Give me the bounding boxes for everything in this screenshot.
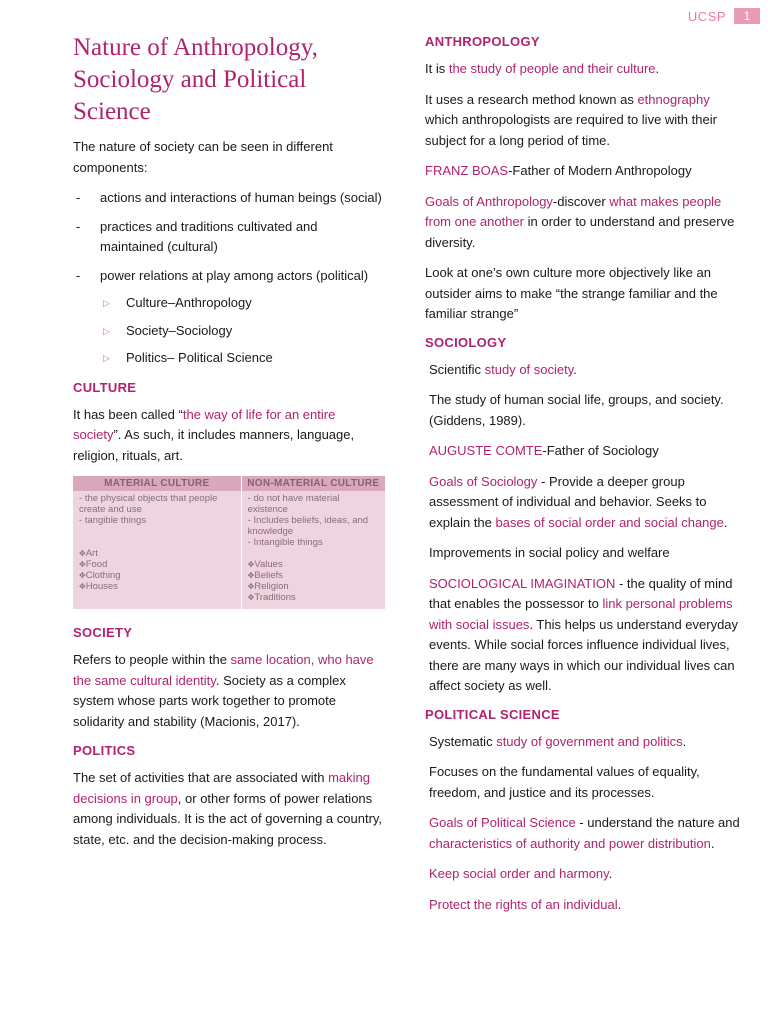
left-column — [73, 32, 383, 850]
anthropology-outsider: Look at one’s own culture more objectively like an outsider aims to make “the strange familiar and the familiar strange” — [425, 265, 718, 321]
sociology-body — [425, 360, 740, 697]
political-science-definition: Systematic study of government and politics. — [429, 733, 687, 749]
politics-heading: POLITICS — [73, 743, 136, 758]
sociology-improvements: Improvements in social policy and welfare — [429, 545, 670, 560]
diamond-bullet-icon: ✥ — [79, 571, 86, 580]
society-heading: SOCIETY — [73, 625, 133, 640]
material-culture-cell: - the physical objects that people create and use - tangible things ✥Art ✥Food ✥Clothing ✥Houses — [73, 491, 241, 609]
sociology-definition: Scientific study of society. — [429, 361, 577, 377]
political-science-rights: Protect the rights of an individual. — [429, 896, 622, 912]
list-item: - practices and traditions cultivated and maintained (cultural) — [76, 218, 318, 254]
list-item: ▷ Culture–Anthropology — [100, 293, 383, 314]
triangle-bullet-icon: ▷ — [103, 353, 110, 363]
material-culture-header: MATERIAL CULTURE — [73, 476, 241, 491]
culture-heading: CULTURE — [73, 379, 137, 395]
diamond-bullet-icon: ✥ — [247, 582, 255, 591]
culture-paragraph: It has been called “the way of life for an entire society”. As such, it includes manners, language, religion, rituals, art. — [73, 406, 355, 463]
triangle-bullet-icon: ▷ — [103, 298, 110, 308]
political-science-body — [425, 732, 740, 916]
political-science-focus: Focuses on the fundamental values of equality, freedom, and justice and its processes. — [429, 764, 700, 800]
components-list — [73, 188, 383, 286]
list-item: - power relations at play among actors (political) — [73, 266, 383, 287]
intro-paragraph: The nature of society can be seen in different components: — [73, 139, 333, 175]
diamond-bullet-icon: ✥ — [79, 560, 86, 569]
anthropology-method: It uses a research method known as ethnography which anthropologists are required to live with their subject for a long period of time. — [425, 91, 717, 148]
anthropology-heading: ANTHROPOLOGY — [425, 34, 540, 49]
diamond-bullet-icon: ✥ — [247, 560, 255, 569]
anthropology-definition: It is the study of people and their culture. — [425, 61, 660, 76]
politics-paragraph: The set of activities that are associated with making decisions in group, or other forms of power relations among individuals. It is the act of governing a country, state, etc. and the decision-making process. — [73, 770, 383, 847]
sociology-father: AUGUSTE COMTE-Father of Sociology — [429, 443, 659, 458]
non-material-culture-header: NON-MATERIAL CULTURE — [241, 476, 385, 491]
society-paragraph: Refers to people within the same location, who have the same cultural identity. Society as a complex system whose parts work together to promote solidarity and stability (Macionis, 2017). — [73, 652, 374, 729]
diamond-bullet-icon: ✥ — [79, 582, 86, 591]
sociological-imagination: SOCIOLOGICAL IMAGINATION - the quality of mind that enables the possessor to link personal problems with social issues. This helps us understand everyday events. While social forces influence individual lives, there are many ways in which our individual lives can affect society as well. — [429, 575, 739, 693]
list-item: ▷ Society–Sociology — [100, 321, 383, 342]
disciplines-list — [73, 293, 383, 369]
list-item: ▷ Politics– Political Science — [100, 348, 383, 369]
political-science-order: Keep social order and harmony. — [429, 866, 613, 881]
diamond-bullet-icon: ✥ — [247, 593, 255, 602]
page-header — [688, 8, 760, 24]
page-number-badge: 1 — [734, 8, 760, 24]
sociology-heading: SOCIOLOGY — [425, 334, 507, 350]
course-code: UCSP — [687, 8, 726, 24]
dash-bullet: - — [76, 218, 81, 234]
sociology-goals: Goals of Sociology - Provide a deeper group assessment of individual and behavior. Seeks to explain the bases of social order and social change. — [429, 473, 728, 530]
anthropology-goals: Goals of Anthropology-discover what makes people from one another in order to understand and preserve diversity. — [425, 193, 735, 250]
anthropology-father: FRANZ BOAS-Father of Modern Anthropology — [425, 163, 692, 178]
culture-table — [73, 476, 385, 609]
political-science-heading: POLITICAL SCIENCE — [425, 706, 560, 722]
dash-bullet: - — [76, 267, 81, 283]
diamond-bullet-icon: ✥ — [79, 549, 86, 558]
triangle-bullet-icon: ▷ — [103, 325, 110, 336]
page-title: Nature of Anthropology, Sociology and Political Science — [73, 34, 318, 125]
diamond-bullet-icon: ✥ — [247, 571, 255, 580]
non-material-culture-cell: - do not have material existence - Includes beliefs, ideas, and knowledge - Intangible things ✥Values ✥Beliefs ✥Religion ✥Traditions — [247, 493, 369, 603]
dash-bullet: - — [76, 190, 81, 205]
political-science-goals: Goals of Political Science - understand the nature and characteristics of authority and power distribution. — [429, 815, 740, 851]
list-item: - actions and interactions of human beings (social) — [73, 188, 383, 209]
right-column — [425, 34, 740, 915]
sociology-study: The study of human social life, groups, and society. (Giddens, 1989). — [429, 392, 724, 428]
